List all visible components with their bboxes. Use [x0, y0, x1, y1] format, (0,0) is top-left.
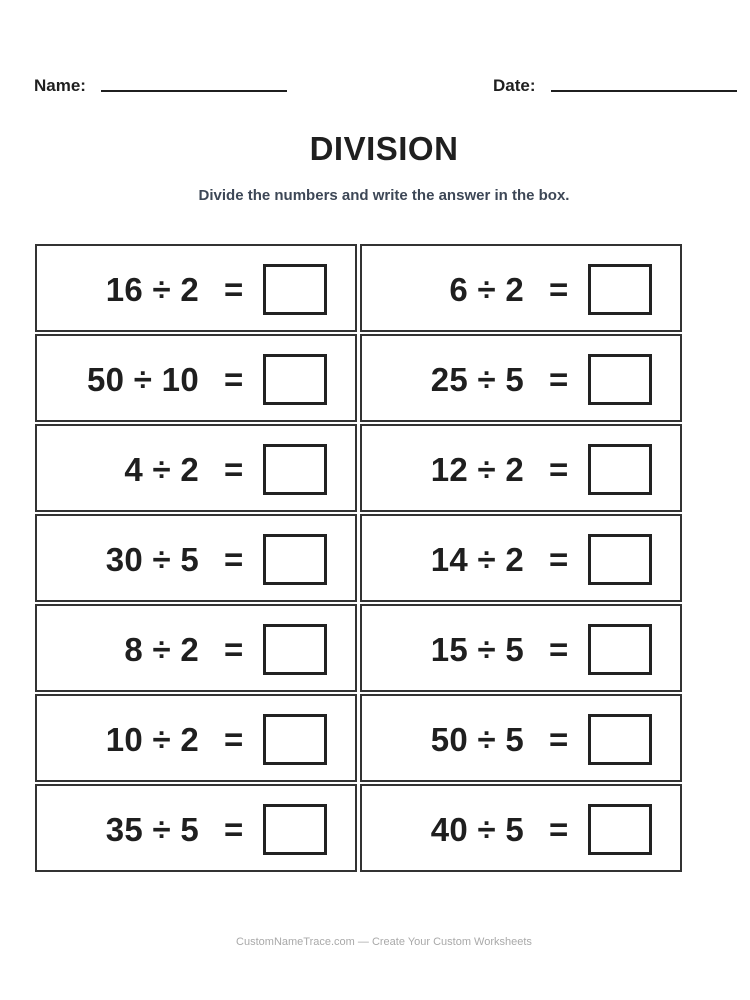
page-title: DIVISION: [309, 130, 459, 167]
equals-sign: =: [224, 541, 244, 578]
equals-sign: =: [224, 631, 244, 668]
answer-box[interactable]: [263, 804, 327, 855]
equals-sign: =: [549, 361, 569, 398]
answer-box[interactable]: [263, 444, 327, 495]
instructions: Divide the numbers and write the answer in the box.: [198, 187, 570, 204]
division-expression: 4 ÷ 2: [124, 451, 199, 488]
name-label: Name:: [34, 76, 86, 95]
problem-cell: [35, 604, 357, 692]
answer-box[interactable]: [588, 714, 652, 765]
date-line[interactable]: [551, 90, 737, 92]
equals-sign: =: [549, 811, 569, 848]
answer-box[interactable]: [588, 804, 652, 855]
equals-sign: =: [549, 451, 569, 488]
division-expression: 6 ÷ 2: [449, 271, 524, 308]
answer-box[interactable]: [588, 444, 652, 495]
problem-cell: [360, 784, 682, 872]
division-expression: 16 ÷ 2: [105, 271, 199, 308]
division-expression: 35 ÷ 5: [105, 811, 199, 848]
answer-box[interactable]: [263, 264, 327, 315]
equals-sign: =: [549, 541, 569, 578]
division-expression: 50 ÷ 5: [430, 721, 524, 758]
answer-box[interactable]: [588, 264, 652, 315]
division-expression: 50 ÷ 10: [87, 361, 199, 398]
problem-cell: [360, 424, 682, 512]
equals-sign: =: [224, 361, 244, 398]
problem-cell: [35, 244, 357, 332]
problem-cell: [35, 424, 357, 512]
answer-box[interactable]: [588, 354, 652, 405]
problem-cell: [360, 604, 682, 692]
division-expression: 14 ÷ 2: [430, 541, 524, 578]
division-expression: 40 ÷ 5: [430, 811, 524, 848]
equals-sign: =: [224, 451, 244, 488]
division-expression: 15 ÷ 5: [430, 631, 524, 668]
name-line[interactable]: [101, 90, 287, 92]
problem-cell: [35, 784, 357, 872]
equals-sign: =: [549, 631, 569, 668]
division-expression: 10 ÷ 2: [105, 721, 199, 758]
equals-sign: =: [549, 271, 569, 308]
equals-sign: =: [224, 271, 244, 308]
answer-box[interactable]: [263, 534, 327, 585]
equals-sign: =: [224, 721, 244, 758]
problem-cell: [360, 334, 682, 422]
answer-box[interactable]: [263, 624, 327, 675]
equals-sign: =: [549, 721, 569, 758]
answer-box[interactable]: [588, 534, 652, 585]
answer-box[interactable]: [263, 714, 327, 765]
division-expression: 30 ÷ 5: [105, 541, 199, 578]
problem-cell: [360, 694, 682, 782]
answer-box[interactable]: [263, 354, 327, 405]
division-expression: 12 ÷ 2: [430, 451, 524, 488]
problem-cell: [35, 694, 357, 782]
problem-cell: [35, 334, 357, 422]
date-label: Date:: [493, 76, 536, 95]
division-expression: 8 ÷ 2: [124, 631, 199, 668]
answer-box[interactable]: [588, 624, 652, 675]
footer-text: CustomNameTrace.com — Create Your Custom Worksheets: [236, 936, 532, 948]
problem-cell: [360, 514, 682, 602]
problem-grid: [35, 244, 683, 875]
equals-sign: =: [224, 811, 244, 848]
problem-cell: [35, 514, 357, 602]
problem-cell: [360, 244, 682, 332]
division-expression: 25 ÷ 5: [430, 361, 524, 398]
